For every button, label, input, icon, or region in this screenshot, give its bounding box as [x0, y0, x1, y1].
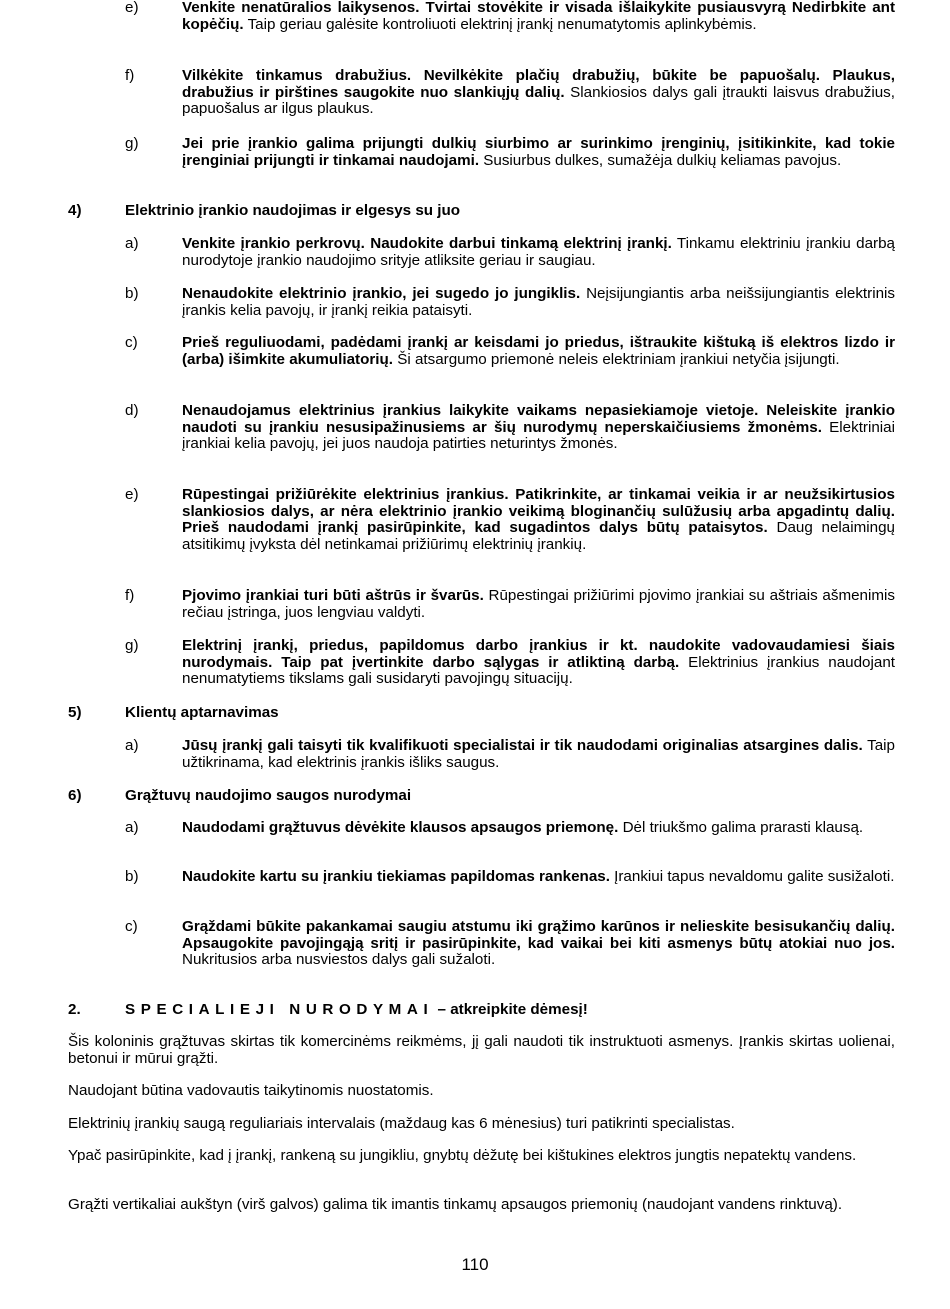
item-bold-text: Vilkėkite tinkamus drabužius. Nevilkėkite plačių drabužių, būkite be papuošalų. Plaukus, drabužius ir pirštines saugokite nuo slankiųjų dalių. [182, 67, 895, 101]
item-plain-text: Slankiosios dalys gali įtraukti laisvus drabužius, papuošalus ar ilgus plaukus. [182, 83, 895, 117]
item-plain-text: Tinkamu elektriniu įrankiu darbą nurodytoje įrankio naudojimo srityje atliksite geriau ir saugiau. [182, 235, 895, 269]
item-text [182, 919, 895, 969]
paragraph: Ypač pasirūpinkite, kad į įrankį, rankeną su jungikliu, gnybtų dėžutę bei kištukines elektros jungtis nepatektų vandens. [68, 1147, 857, 1164]
item-text [182, 588, 895, 621]
item-label: f) [125, 67, 135, 84]
item-bold-text: Jūsų įrankį gali taisyti tik kvalifikuoti specialistai ir tik naudodami originalias atsargines dalis. [182, 737, 863, 754]
item-bold-text: Naudokite kartu su įrankiu tiekiamas papildomas rankenas. [182, 868, 610, 885]
section-title: Grąžtuvų naudojimo saugos nurodymai [125, 787, 412, 804]
section-number: 4) [68, 202, 82, 219]
item-text [182, 487, 895, 553]
item-plain-text: Susiurbus dulkes, sumažėja dulkių keliamas pavojus. [479, 151, 842, 169]
chapter-number: 2. [68, 1001, 81, 1018]
item-label: b) [125, 285, 139, 302]
item-label: g) [125, 637, 139, 654]
item-plain-text: Ši atsargumo priemonė neleis elektriniam įrankiui netyčia įsijungti. [393, 350, 840, 368]
item-bold-text: Naudodami grąžtuvus dėvėkite klausos apsaugos priemonę. [182, 819, 619, 836]
item-plain-text: Neįsijungiantis arba neišsijungiantis elektrinis įrankis kelia pavojų, ir įrankį reikia pataisyti. [182, 285, 895, 319]
item-text [182, 403, 895, 453]
chapter-title-line [125, 1002, 588, 1019]
item-label: e) [125, 0, 139, 16]
item-text [182, 0, 895, 33]
item-plain-text: Įrankiui tapus nevaldomu galite susižaloti. [609, 868, 895, 885]
section-title: Elektrinio įrankio naudojimas ir elgesys su juo [125, 202, 461, 219]
item-label: a) [125, 737, 139, 754]
item-plain-text: Taip užtikrinama, kad elektrinis įrankis išliks saugus. [182, 737, 895, 771]
item-label: f) [125, 587, 135, 604]
item-bold-text: Elektrinį įrankį, priedus, papildomus darbo įrankius ir kt. naudokite vadovaudamiesi šiais nurodymais. Taip pat įvertinkite darbo sąlygas ir atliktiną darbą. [182, 637, 895, 671]
item-plain-text: Taip geriau galėsite kontroliuoti elektrinį įrankį nenumatytomis aplinkybėmis. [243, 15, 757, 33]
item-bold-text: Venkite nenatūralios laikysenos. Tvirtai stovėkite ir visada išlaikykite pusiausvyrą Nedirbkite ant kopėčių. [182, 0, 895, 33]
page-number: 110 [461, 1255, 489, 1274]
paragraph: Elektrinių įrankių saugą reguliariais intervalais (maždaug kas 6 mėnesius) turi patikrinti specialistas. [68, 1115, 735, 1132]
item-bold-text: Grąždami būkite pakankamai saugiu atstumu iki grąžimo karūnos ir nelieskite besisukančių dalių. Apsaugokite pavojingąją sritį ir pasirūpinkite, kad vaikai bei kiti asmenys būtų atokiai nuo jos. [182, 918, 895, 952]
item-label: c) [125, 334, 138, 351]
item-text [182, 638, 895, 688]
item-bold-text: Rūpestingai prižiūrėkite elektrinius įrankius. Patikrinkite, ar tinkamai veikia ir ar neužsikirtusios slankiosios dalys, ar nėra elektrinio įrankio veikimą bloginančių sulūžusių arba apgadintų dalių. Prieš naudodami įrankį pasirūpinkite, kad sugadintos dalys būtų pataisytos. [182, 486, 895, 536]
item-bold-text: Prieš reguliuodami, padėdami įrankį ar keisdami jo priedus, ištraukite kištuką iš elektros lizdo ir (arba) išimkite akumuliatorių. [182, 334, 895, 368]
item-label: e) [125, 486, 139, 503]
item-bold-text: Venkite įrankio perkrovų. Naudokite darbui tinkamą elektrinį įrankį. [182, 235, 672, 252]
item-bold-text: Pjovimo įrankiai turi būti aštrūs ir švarūs. [182, 587, 484, 604]
item-text [182, 136, 895, 169]
item-plain-text: Nukritusios arba nusviestos dalys gali sužaloti. [182, 951, 496, 968]
item-bold-text: Nenaudokite elektrinio įrankio, jei sugedo jo jungiklis. [182, 285, 581, 302]
item-label: g) [125, 135, 139, 152]
item-bold-text: Nenaudojamus elektrinius įrankius laikykite vaikams nepasiekiamoje vietoje. Neleiskite įrankio naudoti su įrankiu nesusipažinusiems ar šių nurodymų neperskaičiusiems žmonėms. [182, 402, 895, 436]
paragraph: Šis koloninis grąžtuvas skirtas tik komercinėms reikmėms, jį gali naudoti tik instruktuoti asmenys. Įrankis skirtas uolienai, betonui ir mūrui grąžti. [68, 1033, 895, 1067]
item-plain-text: Dėl triukšmo galima prarasti klausą. [618, 819, 864, 836]
item-text [182, 820, 895, 837]
paragraph: Naudojant būtina vadovautis taikytinomis nuostatomis. [68, 1082, 434, 1099]
item-plain-text: Rūpestingai prižiūrimi pjovimo įrankiai su aštriais ašmenimis rečiau įstringa, juos lengviau valdyti. [182, 587, 895, 621]
item-label: d) [125, 402, 139, 419]
section-number: 6) [68, 787, 82, 804]
chapter-title-suffix: – atkreipkite dėmesį! [433, 1001, 588, 1018]
item-plain-text: Elektriniai įrankiai kelia pavojų, jei juos naudoja patirties neturintys žmonės. [182, 418, 895, 452]
item-text [182, 738, 895, 771]
section-title: Klientų aptarnavimas [125, 704, 279, 721]
item-label: c) [125, 918, 138, 935]
paragraph: Grąžti vertikaliai aukštyn (virš galvos) galima tik imantis tinkamų apsaugos priemonių (naudojant vandens rinktuvą). [68, 1196, 843, 1213]
item-text [182, 869, 895, 886]
item-text [182, 335, 895, 368]
item-plain-text: Elektrinius įrankius naudojant nenumatytiems tikslams gali susidaryti pavojingų situacijų. [182, 653, 895, 687]
section-number: 5) [68, 704, 82, 721]
item-label: b) [125, 868, 139, 885]
chapter-title: SPECIALIEJI NURODYMAI [125, 1001, 434, 1018]
item-text [182, 68, 895, 118]
item-label: a) [125, 235, 139, 252]
item-bold-text: Jei prie įrankio galima prijungti dulkių siurbimo ar surinkimo įrenginių, įsitikinkite, kad tokie įrenginiai prijungti ir tinkamai naudojami. [182, 135, 895, 169]
item-label: a) [125, 819, 139, 836]
item-plain-text: Daug nelaimingų atsitikimų įvyksta dėl netinkamai prižiūrimų elektrinių įrankių. [182, 519, 895, 553]
item-text [182, 236, 895, 269]
item-text [182, 286, 895, 319]
